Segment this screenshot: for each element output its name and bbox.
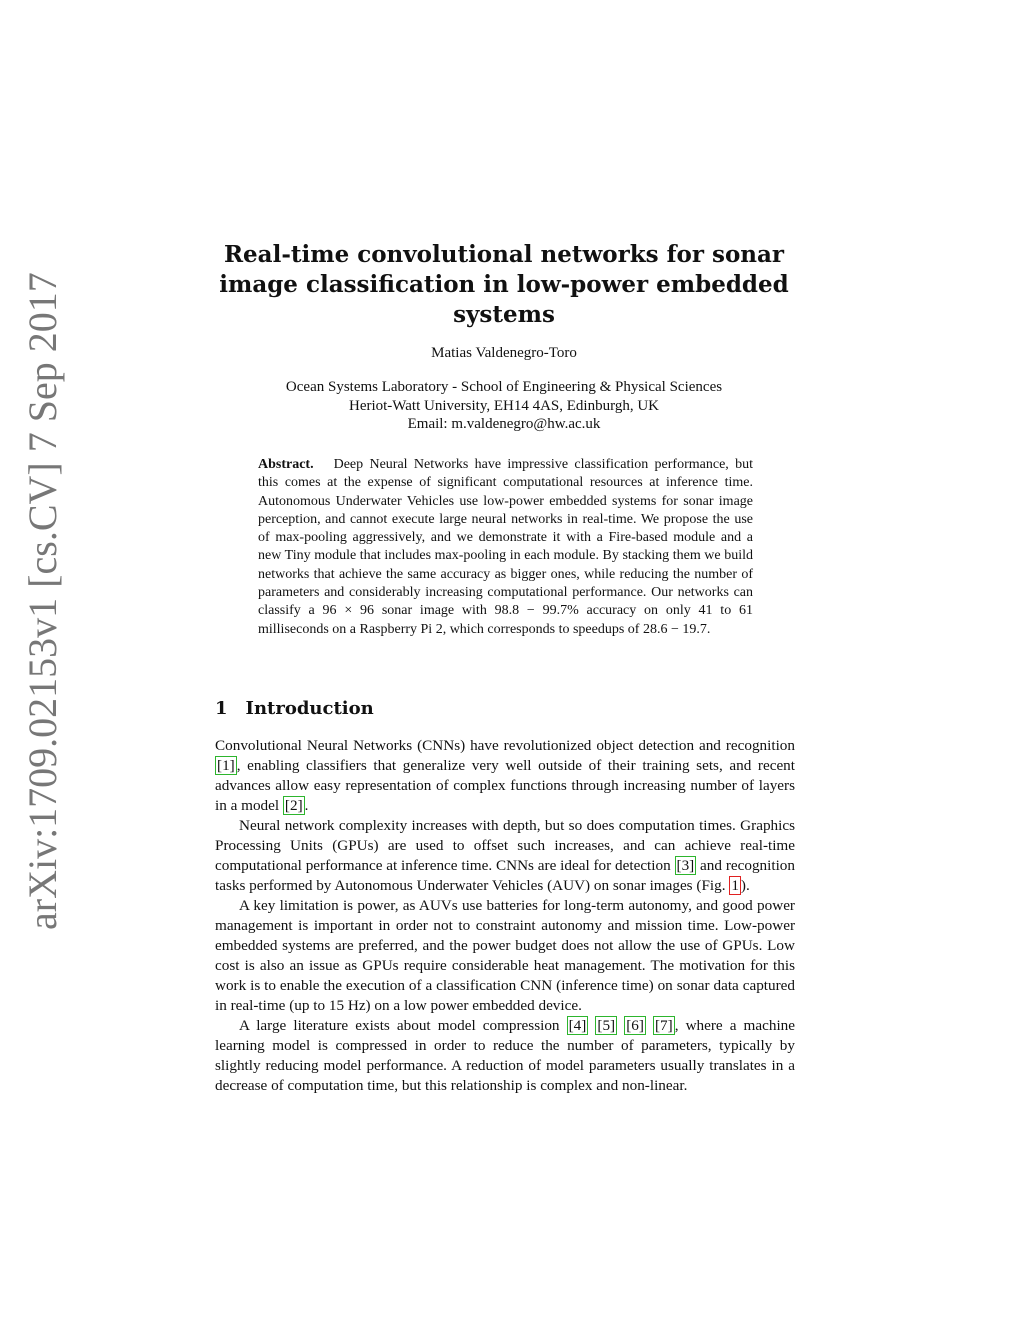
paragraph-text: A large literature exists about model compression	[239, 1017, 567, 1034]
paragraph-text: , where a machine learning model is compressed in order to reduce the number of parameters, typically by slightly reducing model performance. A reduction of model parameters usually translates in a decrease of computation time, but this relationship is complex and non-linear.	[215, 1017, 796, 1094]
abstract-text: Deep Neural Networks have impressive classification performance, but this comes at the expense of significant computational resources at inference time. Autonomous Underwater Vehicles use low-power embedded systems for sonar image perception, and cannot execute large neural networks in real-time. We propose the use of max-pooling aggressively, and we demonstrate it with a Fire-based module and a new Tiny module that includes max-pooling in each module. By stacking them we build networks that achieve the same accuracy as bigger ones, while reducing the number of parameters and considerably increasing computational performance. Our networks can classify a 96 × 96 sonar image with 98.8 − 99.7% accuracy on only 41 to 61 milliseconds on a Raspberry Pi 2, which corresponds to speedups of 28.6 − 19.7.	[258, 457, 753, 637]
section-number: 1	[215, 698, 228, 719]
citation-link[interactable]: [6]	[626, 1017, 644, 1034]
citation-number: 3	[681, 857, 690, 874]
abstract	[258, 456, 753, 639]
citation-link[interactable]: [5]	[597, 1017, 616, 1034]
paragraph-text: Neural network complexity increases with depth, but so does computation times. Graphics Processing Units (GPUs) are used to offset such increases, and can achieve real-time computational performance at inference time. CNNs are ideal for detection	[215, 817, 795, 874]
paragraph-text: and recognition tasks performed by Autonomous Underwater Vehicles (AUV) on sonar images (Fig.	[215, 857, 795, 894]
paragraph-text: Convolutional Neural Networks (CNNs) have revolutionized object detection and recognition	[215, 737, 795, 754]
affiliation-email: Email: m.valdenegro@hw.ac.uk	[407, 416, 601, 432]
section-heading-introduction	[215, 698, 795, 719]
paper-title: Real-time convolutional networks for sonar image classification in low-power embedded systems	[219, 241, 789, 328]
paragraph-text: ).	[740, 877, 750, 894]
citation-link[interactable]: [7]	[654, 1017, 673, 1034]
citation-number: 4	[573, 1017, 582, 1034]
affiliation-block	[200, 378, 808, 434]
abstract-label: Abstract.	[258, 457, 314, 472]
arxiv-identifier: arXiv:1709.02153v1 [cs.CV] 7 Sep 2017	[20, 272, 65, 930]
introduction-body	[215, 736, 795, 1096]
section-title: Introduction	[245, 698, 374, 719]
paragraph-3: A key limitation is power, as AUVs use batteries for long-term autonomy, and good power management is important in order not to constraint autonomy and mission time. Low-power embedded systems are preferred, and the power budget does not allow the use of GPUs. Low cost is also an issue as GPUs require considerable heat management. The motivation for this work is to enable the execution of a classification CNN (inference time) on sonar data captured in real-time (up to 15 Hz) on a low power embedded device.	[215, 897, 795, 1014]
citation-link[interactable]: [2]	[284, 797, 303, 814]
affiliation-university: Heriot-Watt University, EH14 4AS, Edinburgh, UK	[348, 397, 659, 414]
paragraph-text: , enabling classifiers that generalize very well outside of their training sets, and recent advances allow easy representation of complex functions through increasing number of layers in a model	[215, 757, 795, 814]
paragraph-2	[215, 816, 795, 896]
affiliation-lab: Ocean Systems Laboratory - School of Engineering & Physical Sciences	[285, 379, 723, 395]
citation-link[interactable]: [4]	[568, 1017, 587, 1034]
citation-link[interactable]: [3]	[676, 857, 695, 874]
citation-number: 7	[660, 1017, 668, 1034]
paragraph-1	[215, 736, 795, 816]
figure-link[interactable]: 1	[731, 877, 739, 894]
paragraph-4	[215, 1016, 795, 1096]
citation-number: 5	[602, 1017, 611, 1034]
citation-link[interactable]: [1]	[217, 757, 235, 774]
author-name: Matias Valdenegro-Toro	[431, 345, 577, 361]
citation-number: 2	[289, 797, 298, 814]
citation-number: 6	[631, 1017, 639, 1034]
paragraph-text: .	[304, 797, 309, 814]
citation-number: 1	[222, 757, 230, 774]
